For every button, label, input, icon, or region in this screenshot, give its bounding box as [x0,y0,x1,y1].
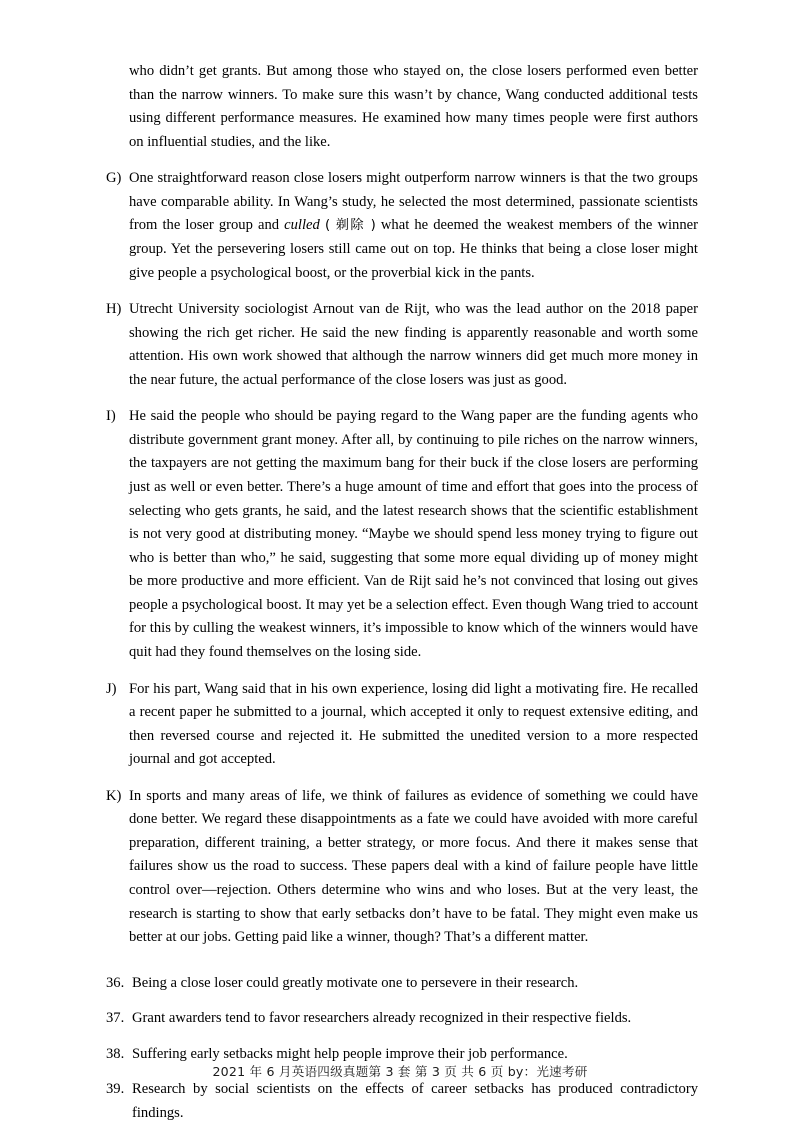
paragraph-j-text: For his part, Wang said that in his own experience, losing did light a motivating fire. He recalled a recent paper he submitted to a journal, which accepted it only to request extensive editing, and then reversed course and rejected it. He submitted the unedited version to a more respected journal and got accepted. [129,680,698,768]
question-number-38: 38. [106,1045,125,1062]
paragraph-i-text: He said the people who should be paying regard to the Wang paper are the funding agents who distribute government grant money. After all, by continuing to pile riches on the narrow winners, the taxpayers are not getting the maximum bang for their buck if the close losers are performing just as well or even better. There’s a huge amount of time and effort that goes into the process of selecting who gets grants, he said, and the latest research shows that the scientific establishment is not very good at distributing money. “Maybe we should spend less money trying to figure out who is better than who,” he said, suggesting that some more equal dividing up of money might be more productive and more efficient. Van de Rijt said he’s not convinced that losing out gives people a psychological boost. It may yet be a selection effect. Even though Wang tried to account for this by culling the weakest winners, it’s impossible to know which of the winners would have quit had they found themselves on the losing side. [129,408,698,660]
paragraph-continued [106,60,698,154]
paragraph-k [106,785,698,950]
question-number-37: 37. [106,1010,125,1027]
question-text-36: Being a close loser could greatly motivate one to persevere in their research. [132,974,579,991]
paragraph-k-label: K) [106,787,122,804]
paragraph-g-text-before: One straightforward reason close losers might outperform narrow winners is that the two groups have comparable ability. In Wang’s study, he selected the most determined, passionate scientists from the loser group and [129,170,698,234]
question-number-39: 39. [106,1081,125,1098]
question-text-39: Research by social scientists on the effects of career setbacks has produced contradictory findings. [132,1081,698,1121]
paragraph-g-text-after: what he deemed the weakest members of the winner group. Yet the persevering losers still came out on top. He thinks that being a close loser might give people a psychological boost, or the proverbial kick in the pants. [129,217,698,281]
paragraph-h [106,298,698,392]
paragraph-g-italic-term: culled [284,217,320,234]
question-text-37: Grant awarders tend to favor researchers already recognized in their respective fields. [132,1010,632,1027]
question-number-36: 36. [106,974,125,991]
paragraph-g [106,167,698,285]
question-text-38: Suffering early setbacks might help people improve their job performance. [132,1045,568,1062]
paragraph-continued-text: who didn’t get grants. But among those who stayed on, the close losers performed even better than the narrow winners. To make sure this wasn’t by chance, Wang conducted additional tests using different performance measures. He examined how many times people were first authors on influential studies, and the like. [129,63,698,150]
page-footer: 2021 年 6 月英语四级真题第 3 套 第 3 页 共 6 页 by：光速考研 [212,1064,588,1079]
paragraph-i-label: I) [106,408,116,425]
paragraph-h-label: H) [106,301,122,318]
paragraph-j-label: J) [106,680,117,697]
paragraph-g-label: G) [106,170,122,187]
paragraph-g-chinese-gloss: ( 剃除 ) [324,218,376,234]
question-item-36 [106,972,698,996]
paragraph-j [106,678,698,772]
paragraph-k-text: In sports and many areas of life, we think of failures as evidence of something we could have done better. We regard these disappointments as a fate we could have avoided with more careful preparation, different training, a better strategy, or more focus. And there it makes sense that failures show us the road to success. These papers deal with a kind of failure people have little control over—rejection. Others determine who wins and who loses. But at the very least, the research is starting to show that early setbacks don’t have to be fatal. They might even make us better at our jobs. Getting paid like a winner, though? That’s a different matter. [129,787,698,946]
paragraph-h-text: Utrecht University sociologist Arnout van de Rijt, who was the lead author on the 2018 paper showing the rich get richer. He said the new finding is apparently reasonable and worth some attention. His own work showed that although the narrow winners did get much more money in the near future, the actual performance of the close losers was just as good. [129,301,698,388]
question-item-37 [106,1007,698,1031]
question-list [106,972,698,1126]
page-content [106,60,698,1138]
paragraph-i [106,405,698,664]
question-item-39 [106,1078,698,1125]
paragraph-g-text [129,167,698,285]
